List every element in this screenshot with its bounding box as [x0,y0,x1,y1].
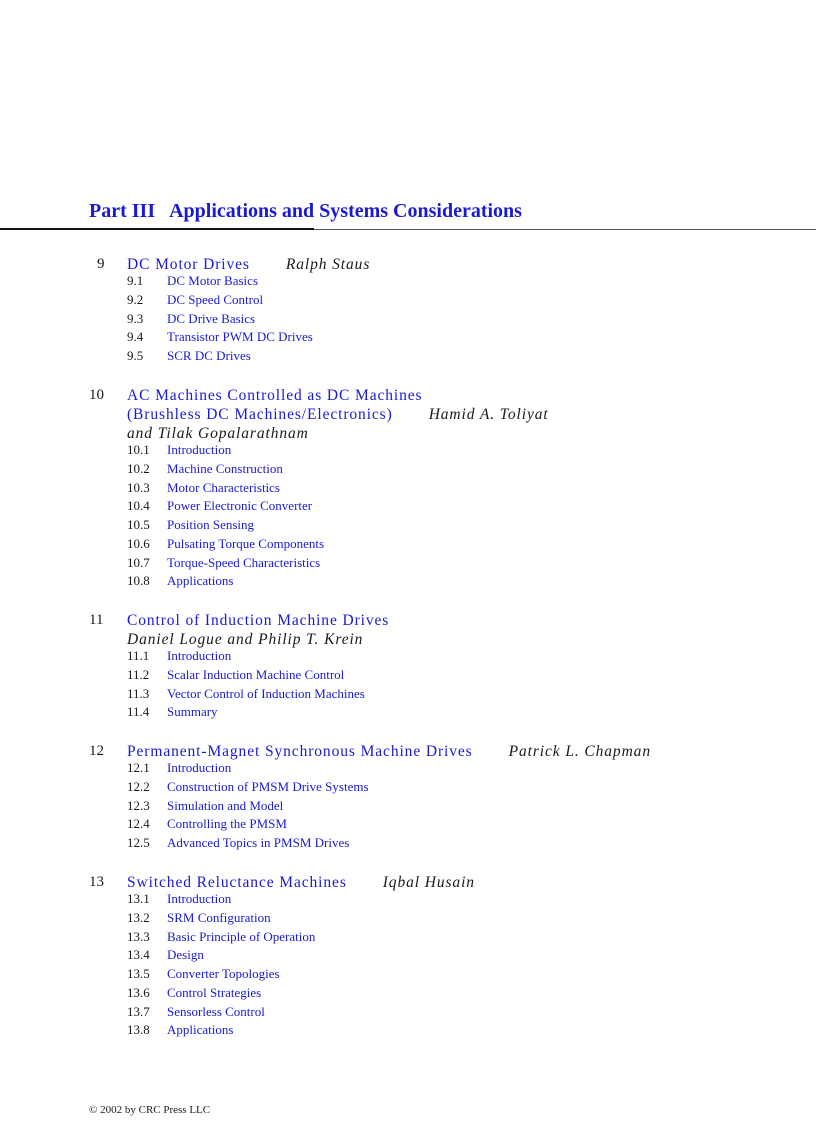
section-item [127,759,369,778]
section-item [127,347,313,366]
section-title-link[interactable]: Power Electronic Converter [167,498,313,514]
section-item [127,441,324,460]
section-number: 13.8 [127,1022,150,1038]
section-number: 9.4 [127,329,144,345]
section-title-link[interactable]: Vector Control of Induction Machines [167,685,365,701]
part-label: Part III [89,200,156,222]
section-number: 11.2 [127,666,150,682]
section-number: 12.4 [127,816,150,832]
section-title-link[interactable]: Control Strategies [167,984,262,1000]
section-number: 10.7 [127,554,150,570]
section-title-link[interactable]: Motor Characteristics [167,479,280,495]
section-item [127,554,324,573]
copyright-footer: © 2002 by CRC Press LLC [89,1104,211,1116]
section-title-link[interactable]: DC Motor Basics [167,273,258,288]
section-title-link[interactable]: SRM Configuration [167,909,271,925]
section-item [127,535,324,554]
chapter-title-link[interactable]: Switched Reluctance Machines [127,874,347,891]
section-item [127,797,369,816]
section-item [127,685,365,704]
section-number: 13.1 [127,891,150,906]
chapter-title-line [127,611,389,630]
section-number: 13.5 [127,966,150,981]
section-number: 10.4 [127,498,150,514]
section-title-link[interactable]: Controlling the PMSM [167,816,287,832]
chapter-title-line [127,405,549,424]
chapter-title-line [127,386,422,405]
section-title-link[interactable]: DC Drive Basics [167,310,256,326]
chapter-number: 12 [89,743,104,759]
section-number: 10.8 [127,573,150,589]
chapter-title-link[interactable]: (Brushless DC Machines/Electronics) [127,406,393,423]
section-item [127,460,324,479]
section-title-link[interactable]: Torque-Speed Characteristics [167,554,321,570]
section-item [127,497,324,516]
section-number: 12.1 [127,760,150,775]
chapter-author: Hamid A. Toliyat [428,406,549,423]
chapter-title-link[interactable]: DC Motor Drives [127,256,250,273]
section-item [127,647,365,666]
chapter-author: Ralph Staus [285,256,371,273]
section-title-link[interactable]: Scalar Induction Machine Control [167,666,345,682]
section-item [127,328,313,347]
section-item [127,666,365,685]
chapter-title-link[interactable]: Permanent-Magnet Synchronous Machine Drives [127,743,473,760]
part-heading[interactable]: Applications and Systems Considerations [169,200,522,222]
section-title-link[interactable]: Simulation and Model [167,797,284,813]
chapter-number: 10 [89,387,104,403]
section-number: 11.3 [127,685,150,701]
chapter-author: Patrick L. Chapman [508,743,651,760]
section-title-link[interactable]: Position Sensing [167,517,255,532]
section-list [127,272,313,366]
section-item [127,946,315,965]
section-item [127,834,369,853]
section-title-link[interactable]: SCR DC Drives [167,348,251,363]
section-number: 9.2 [127,291,144,307]
chapter-author: Daniel Logue and Philip T. Krein [127,631,364,648]
section-item [127,815,369,834]
section-number: 9.5 [127,348,144,363]
section-title-link[interactable]: DC Speed Control [167,291,264,307]
section-number: 13.4 [127,947,150,963]
section-number: 13.2 [127,909,150,925]
section-item [127,928,315,947]
section-item [127,516,324,535]
section-number: 9.1 [127,273,144,288]
section-list [127,647,365,722]
section-item [127,909,315,928]
section-title-link[interactable]: Machine Construction [167,460,283,476]
section-list [127,759,369,853]
chapter-number: 9 [97,256,105,272]
chapter-title-link[interactable]: Control of Induction Machine Drives [127,612,390,629]
section-title-link[interactable]: Sensorless Control [167,1003,265,1019]
section-item [127,291,313,310]
section-number: 10.3 [127,479,150,495]
section-item [127,890,315,909]
section-item [127,272,313,291]
section-title-link[interactable]: Design [167,947,204,963]
section-item [127,1003,315,1022]
section-list [127,441,324,591]
section-title-link[interactable]: Basic Principle of Operation [167,928,316,944]
section-number: 9.3 [127,310,144,326]
section-number: 12.2 [127,778,150,794]
section-title-link[interactable]: Pulsating Torque Components [167,535,325,551]
section-title-link[interactable]: Transistor PWM DC Drives [167,329,313,345]
chapter-number: 11 [89,612,104,628]
heading-rule-accent [0,228,314,230]
section-item [127,1021,315,1040]
section-title-link[interactable]: Introduction [167,442,232,457]
section-title-link[interactable]: Advanced Topics in PMSM Drives [167,835,350,850]
section-item [127,965,315,984]
section-number: 11.4 [127,704,150,720]
section-title-link[interactable]: Introduction [167,648,232,663]
chapter-title-link[interactable]: AC Machines Controlled as DC Machines [127,387,423,404]
chapter-author: Iqbal Husain [382,874,475,891]
section-title-link[interactable]: Applications [167,573,234,589]
section-item [127,703,365,722]
section-item [127,310,313,329]
section-number: 13.6 [127,984,150,1000]
section-number: 11.1 [127,648,150,663]
section-title-link[interactable]: Introduction [167,760,232,775]
section-item [127,984,315,1003]
section-title-link[interactable]: Applications [167,1022,234,1038]
chapter-author: and Tilak Gopalarathnam [127,425,309,442]
section-title-link[interactable]: Introduction [167,891,232,906]
section-number: 10.1 [127,442,150,457]
section-title-link[interactable]: Summary [167,704,218,720]
section-list [127,890,315,1040]
section-title-link[interactable]: Converter Topologies [167,966,280,981]
section-number: 12.3 [127,797,150,813]
part-title [89,200,522,223]
section-number: 13.7 [127,1003,150,1019]
section-number: 10.6 [127,535,150,551]
section-number: 12.5 [127,835,150,850]
section-number: 10.5 [127,517,150,532]
section-item [127,572,324,591]
section-item [127,479,324,498]
chapter-number: 13 [89,874,104,890]
section-item [127,778,369,797]
section-title-link[interactable]: Construction of PMSM Drive Systems [167,778,369,794]
section-number: 10.2 [127,460,150,476]
section-number: 13.3 [127,928,150,944]
